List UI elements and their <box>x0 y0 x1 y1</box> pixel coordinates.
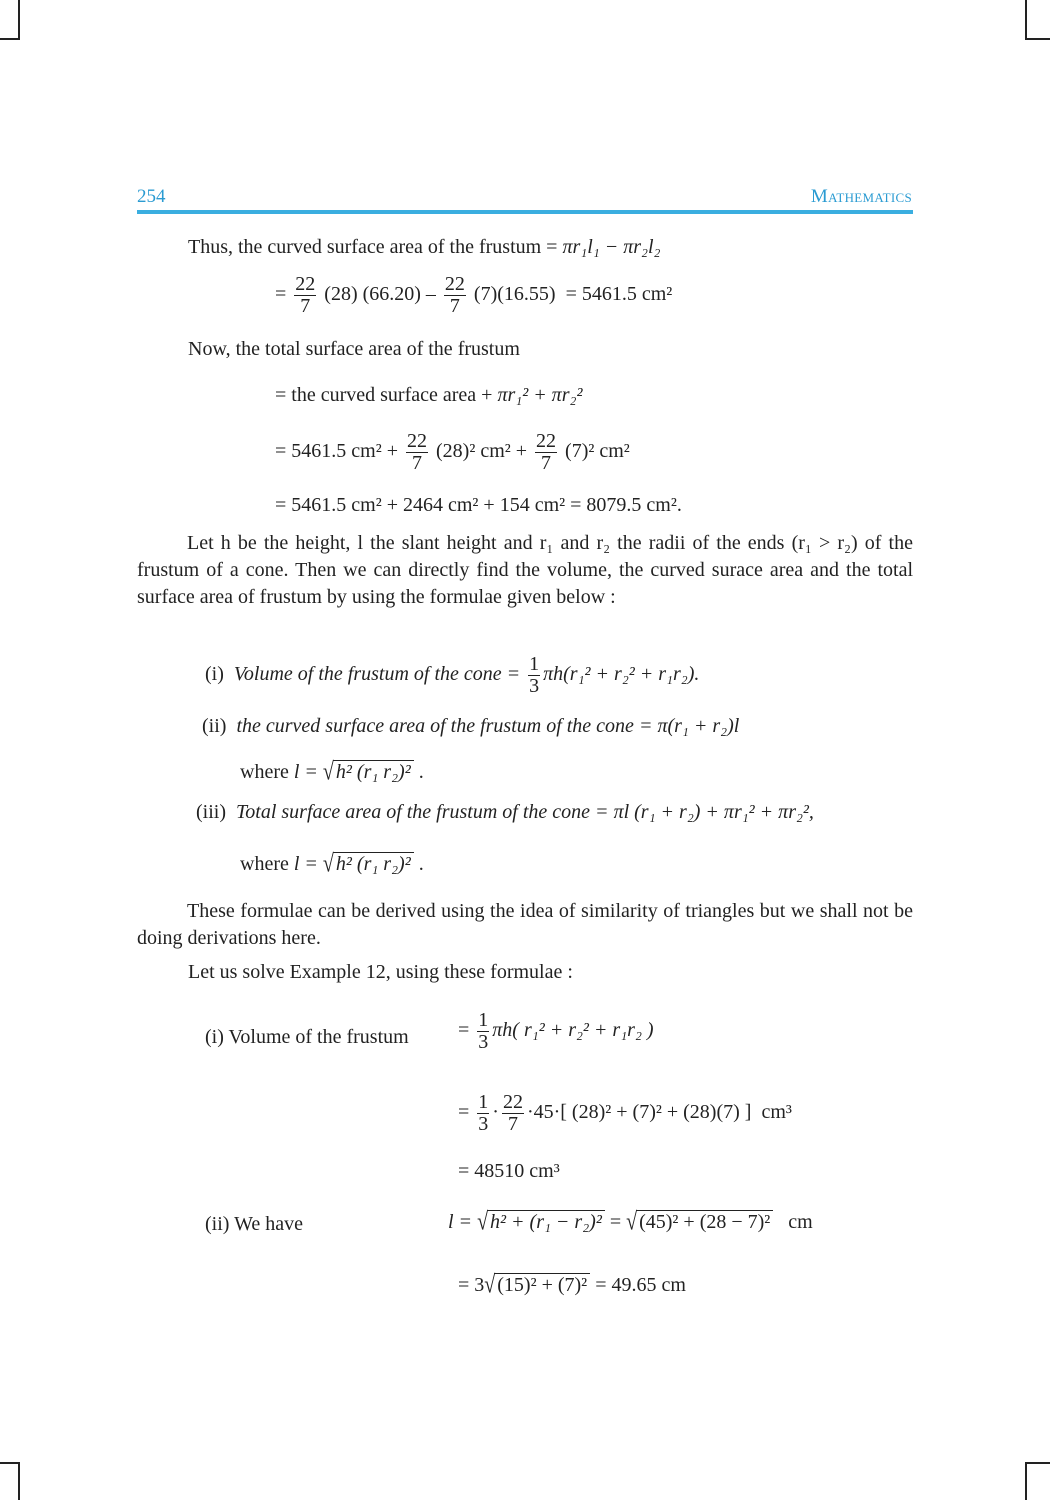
curved-surface-line: Thus, the curved surface area of the frustum = πr₁l₁ − πr₂l₂ <box>188 236 661 258</box>
crop-mark <box>1025 1462 1050 1464</box>
total-surface-intro: Now, the total surface area of the frustum <box>188 338 520 360</box>
crop-mark <box>18 1462 20 1500</box>
solution-slant-label: (ii) We have <box>205 1213 303 1235</box>
paragraph-derivation-note: These formulae can be derived using the idea of similarity of triangles but we shall not be doing derivations here. <box>137 900 913 949</box>
solution-slant-result: = 3√ (15)² + (7)² = 49.65 cm <box>458 1271 686 1299</box>
formula-curved-surface: (ii) the curved surface area of the frustum of the cone = π(r₁ + r₂)l <box>202 715 740 737</box>
crop-mark <box>0 38 20 40</box>
solution-volume-result: = 48510 cm³ <box>458 1160 560 1182</box>
slant-height-formula: where l = √ h² (r₁ r₂)² . <box>240 850 424 878</box>
crop-mark <box>1025 0 1027 40</box>
solution-slant-formula: l = √ h² + (r₁ − r₂)² = √ (45)² + (28 − 7)² cm <box>448 1208 813 1236</box>
solution-volume-label: (i) Volume of the frustum <box>205 1026 409 1048</box>
page-number: 254 <box>137 186 166 207</box>
header-rule <box>137 210 913 214</box>
crop-mark <box>18 0 20 40</box>
total-surface-result: = 5461.5 cm² + 2464 cm² + 154 cm² = 8079.5 cm². <box>275 494 682 516</box>
formula-volume: (i) Volume of the frustum of the cone = $\frac{1}{3}$ πh(r₁² + r₂² + r₁r₂). <box>205 653 700 697</box>
total-surface-formula: = the curved surface area + πr₁² + πr₂² <box>275 384 583 406</box>
crop-mark <box>1025 38 1050 40</box>
paragraph-solve-example: Let us solve Example 12, using these formulae : <box>188 961 573 983</box>
solution-volume-formula: = $\frac{1}{3}$ πh( r₁² + r₂² + r₁r₂ ) <box>458 1009 654 1053</box>
slant-height-formula: where l = √ h² (r₁ r₂)² . <box>240 758 424 786</box>
formula-total-surface: (iii) Total surface area of the frustum of the cone = πl (r₁ + r₂) + πr₁² + πr₂², <box>196 801 814 823</box>
crop-mark <box>0 1462 20 1464</box>
running-title: Mathematics <box>810 186 912 207</box>
total-surface-calc: = 5461.5 cm² + $\frac{22}{7}$ (28)² cm² + $\frac{22}{7}$ (7)² cm² <box>275 430 630 474</box>
crop-mark <box>1025 1462 1027 1500</box>
paragraph-formulae-intro: Let h be the height, l the slant height and r₁ and r₂ the radii of the ends (r₁ > r₂) of the frustum of a cone. Then we can directly find the volume, the curved surace area and the total surface area of frustum by using the formulae given below : <box>137 532 913 608</box>
curved-surface-calc: = $\frac{22}{7}$ (28) (66.20) – $\frac{22}{7}$ (7)(16.55) = 5461.5 cm² <box>275 273 673 317</box>
solution-volume-substitution: = $\frac{1}{3}$ · $\frac{22}{7}$ ·45·[ (28)² + (7)² + (28)(7) ] cm³ <box>458 1091 792 1135</box>
